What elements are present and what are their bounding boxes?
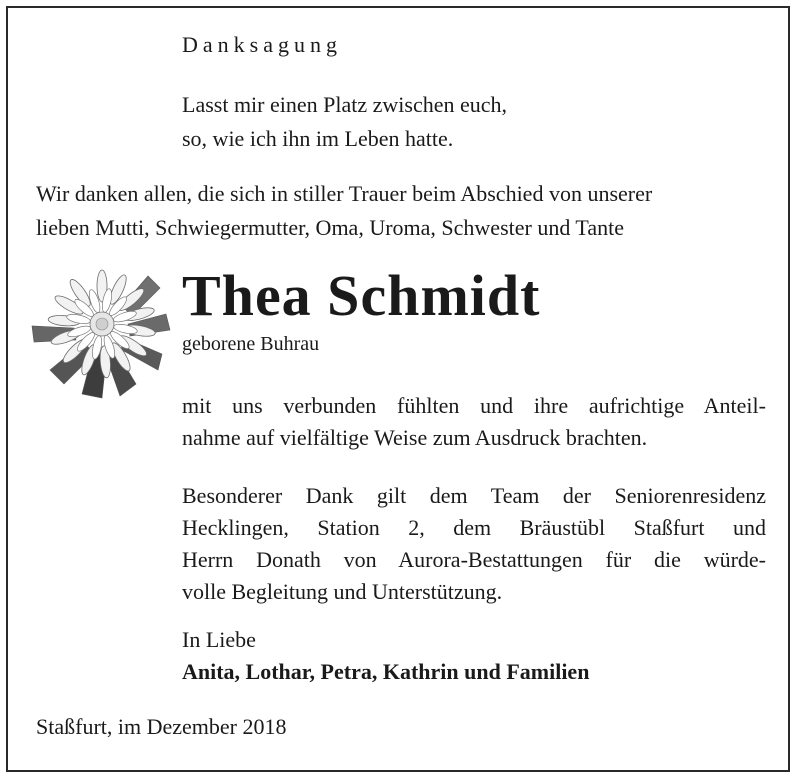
paragraph-line: Hecklingen, Station 2, dem Bräustübl Staßfurt und [182,515,766,540]
intro-line: lieben Mutti, Schwiegermutter, Oma, Uroma, Schwester und Tante [36,215,624,240]
signatories: Anita, Lothar, Petra, Kathrin und Familien [182,659,590,684]
intro-text [36,177,652,245]
paragraph-line: Herrn Donath von Aurora-Bestattungen für die würde- [182,547,766,572]
chrysanthemum-icon [24,266,174,406]
paragraph-line: volle Begleitung und Unterstützung. [182,579,503,604]
heading: Danksagung [182,32,342,57]
birth-name: geborene Buhrau [182,333,320,355]
thanks-paragraph [182,390,766,454]
special-thanks-paragraph [182,480,766,608]
paragraph-line: Besonderer Dank gilt dem Team der Seniorenresidenz [182,483,766,508]
paragraph-line: nahme auf vielfältige Weise zum Ausdruck brachten. [182,425,648,450]
closing: In Liebe [182,627,256,652]
verse-line: Lasst mir einen Platz zwischen euch, [182,92,508,117]
verse-line: so, wie ich ihn im Leben hatte. [182,126,454,151]
paragraph-line: mit uns verbunden fühlten und ihre aufrichtige Anteil- [182,393,766,418]
place-date: Staßfurt, im Dezember 2018 [36,714,287,739]
deceased-name: Thea Schmidt [182,263,541,328]
verse [182,88,507,156]
intro-line: Wir danken allen, die sich in stiller Trauer beim Abschied von unserer [36,181,653,206]
